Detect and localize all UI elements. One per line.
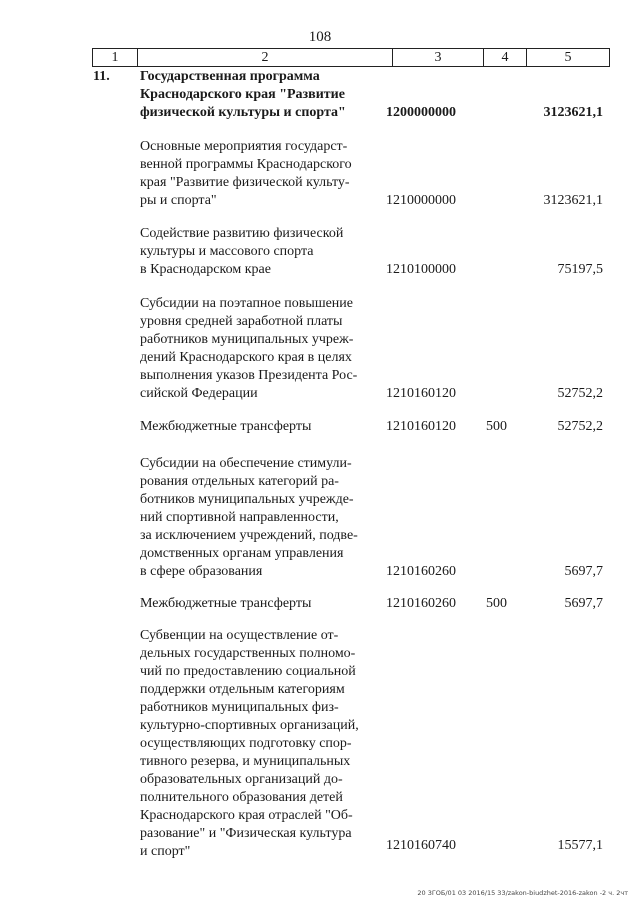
description-line: в сфере образования [140,564,263,579]
row-code: 1200000000 [386,105,456,120]
row-amount: 3123621,1 [543,105,603,120]
header-col-1: 1 [93,49,138,66]
row-code: 1210160740 [386,838,456,853]
row-description [140,225,375,279]
row-code: 1210000000 [386,193,456,208]
row-code: 1210100000 [386,262,456,277]
row-amount: 75197,5 [557,262,603,277]
description-line: осуществляющих подготовку спор- [140,736,352,751]
page-number: 108 [308,29,332,45]
row-description [140,68,375,122]
description-line: чий по предоставлению социальной [140,664,356,679]
description-line: выполнения указов Президента Рос- [140,368,358,383]
description-line: в Краснодарском крае [140,262,271,277]
row-amount: 3123621,1 [543,193,603,208]
description-line: разование" и "Физическая культура [140,826,352,841]
row-description [140,595,375,613]
description-line: края "Развитие физической культу- [140,175,350,190]
description-line: венной программы Краснодарского [140,157,352,172]
description-line: культуры и массового спорта [140,244,314,259]
description-line: тивного резерва, и муниципальных [140,754,351,769]
row-amount: 5697,7 [564,596,603,611]
description-line: образовательных организаций до- [140,772,343,787]
description-line: Государственная программа [140,69,320,84]
row-description [140,295,375,403]
row-code: 1210160260 [386,596,456,611]
row-description [140,418,375,436]
header-col-2: 2 [138,49,393,66]
header-col-4: 4 [484,49,527,66]
description-line: поддержки отдельным категориям [140,682,345,697]
row-description [140,455,375,581]
description-line: за исключением учреждений, подве- [140,528,358,543]
description-line: дельных государственных полномо- [140,646,356,661]
row-amount: 52752,2 [557,419,603,434]
row-amount: 52752,2 [557,386,603,401]
description-line: и спорт" [140,844,191,859]
description-line: домственных органам управления [140,546,344,561]
header-col-3: 3 [393,49,484,66]
row-amount: 15577,1 [557,838,603,853]
description-line: Межбюджетные трансферты [140,419,312,434]
description-line: Субсидии на поэтапное повышение [140,296,354,311]
description-line: ботников муниципальных учрежде- [140,492,354,507]
row-number: 11. [93,69,110,84]
description-line: полнительного образования детей [140,790,343,805]
row-code: 1210160260 [386,564,456,579]
row-description [140,138,375,210]
description-line: Субвенции на осуществление от- [140,628,339,643]
row-vr-code: 500 [486,596,507,611]
description-line: дений Краснодарского края в целях [140,350,352,365]
header-col-5: 5 [564,50,572,65]
description-line: ний спортивной направленности, [140,510,339,525]
description-line: уровня средней заработной платы [140,314,343,329]
description-line: культурно-спортивных организаций, [140,718,359,733]
row-code: 1210160120 [386,419,456,434]
table-header [92,48,610,67]
description-line: физической культуры и спорта" [140,105,346,120]
description-line: Краснодарского края отраслей "Об- [140,808,353,823]
row-vr-code: 500 [486,419,507,434]
description-line: рования отдельных категорий ра- [140,474,339,489]
footer-filepath: 20 3ГОБ/01 03 2016/15 33/zakon-biudzhet-2016-zakon -2 ч. 2чт [417,889,628,897]
description-line: Межбюджетные трансферты [140,596,312,611]
row-description [140,627,375,861]
row-code: 1210160120 [386,386,456,401]
description-line: работников муниципальных учреж- [140,332,354,347]
description-line: ры и спорта" [140,193,217,208]
description-line: Основные мероприятия государст- [140,139,348,154]
description-line: Содействие развитию физической [140,226,344,241]
row-amount: 5697,7 [564,564,603,579]
description-line: работников муниципальных физ- [140,700,339,715]
description-line: сийской Федерации [140,386,258,401]
description-line: Краснодарского края "Развитие [140,87,345,102]
description-line: Субсидии на обеспечение стимули- [140,456,352,471]
